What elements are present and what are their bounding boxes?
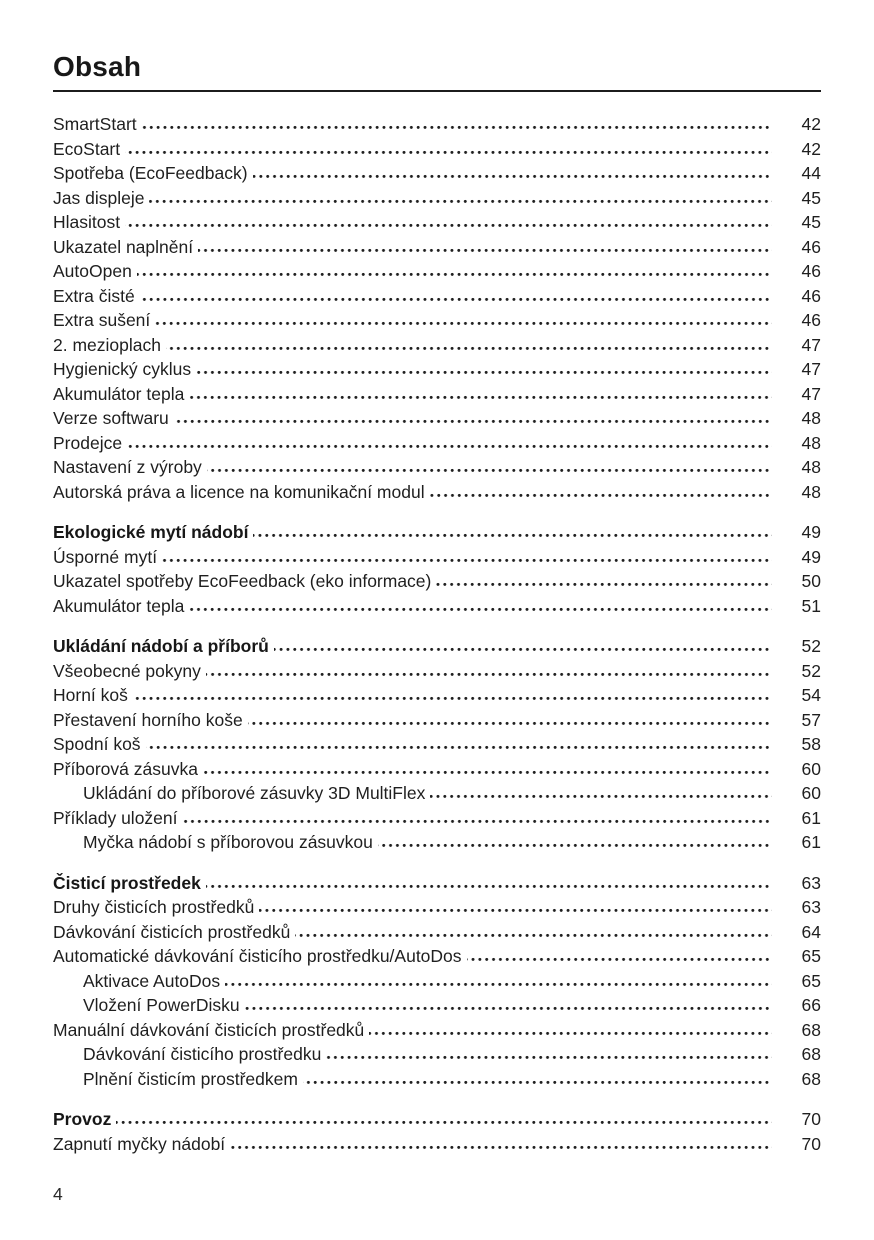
toc-entry-page: 47 — [801, 359, 821, 379]
toc-entry-label: SmartStart — [53, 114, 137, 134]
toc-entry-page: 60 — [801, 758, 821, 779]
toc-entry-page: 66 — [801, 995, 821, 1015]
toc-entry-label: Nastavení z výroby — [53, 457, 202, 477]
toc-leader-dots — [196, 370, 772, 375]
toc-leader-dots — [259, 908, 772, 913]
toc-leader-dots — [125, 223, 772, 228]
toc-entry-page: 63 — [801, 872, 821, 893]
toc-entry-label: Plnění čisticím prostředkem — [83, 1068, 298, 1089]
toc-entry-label: Přestavení horního koše — [53, 709, 243, 730]
toc-leader-dots — [430, 794, 772, 799]
toc-entry-page: 46 — [801, 310, 821, 330]
toc-group — [53, 871, 821, 1092]
toc-entry-label: Extra sušení — [53, 310, 151, 330]
toc-entry — [53, 333, 821, 358]
toc-entry-label: Jas displeje — [53, 187, 145, 208]
toc-entry-page: 68 — [801, 1019, 821, 1040]
toc-entry-label: Všeobecné pokyny — [53, 660, 201, 681]
toc-entry-page: 48 — [801, 432, 821, 453]
toc-leader-dots — [189, 395, 772, 400]
toc-entry-page: 48 — [801, 408, 821, 428]
toc-entry — [53, 708, 821, 733]
toc-entry — [53, 284, 821, 309]
toc-entry — [53, 830, 821, 855]
toc-entry-page: 63 — [801, 897, 821, 917]
toc-leader-dots — [303, 1080, 772, 1085]
toc-leader-dots — [369, 1031, 772, 1036]
toc-group — [53, 634, 821, 855]
toc-entry-label: Horní koš — [53, 685, 128, 705]
toc-group — [53, 112, 821, 504]
toc-entry-label: Autorská práva a licence na komunikační modul — [53, 481, 425, 502]
toc-entry — [53, 569, 821, 594]
toc-entry-page: 47 — [801, 383, 821, 404]
toc-entry-page: 48 — [801, 457, 821, 477]
toc-entry-page: 47 — [801, 334, 821, 355]
toc-leader-dots — [198, 248, 772, 253]
toc-entry — [53, 455, 821, 480]
page-header — [53, 50, 821, 92]
toc-entry — [53, 1132, 821, 1157]
toc-entry-label: Ukládání do příborové zásuvky 3D MultiFlex — [83, 783, 426, 803]
toc-entry — [53, 1042, 821, 1067]
toc-entry-label: Spotřeba (EcoFeedback) — [53, 163, 248, 183]
toc-entry-label: Hygienický cyklus — [53, 359, 192, 379]
toc-entry — [53, 112, 821, 137]
toc-entry — [53, 871, 821, 896]
toc-entry-label: Úsporné mytí — [53, 546, 158, 567]
toc-leader-dots — [162, 558, 772, 563]
toc-entry — [53, 406, 821, 431]
toc-leader-dots — [467, 957, 772, 962]
toc-entry-label: Prodejce — [53, 432, 123, 453]
toc-entry-label: Dávkování čisticího prostředku — [83, 1044, 322, 1064]
toc-leader-dots — [326, 1055, 772, 1060]
toc-entry-label: Provoz — [53, 1109, 112, 1129]
toc-entry-page: 42 — [801, 114, 821, 134]
toc-leader-dots — [245, 1006, 772, 1011]
toc-leader-dots — [206, 884, 772, 889]
toc-entry — [53, 659, 821, 684]
toc-entry-page: 45 — [801, 212, 821, 232]
toc-leader-dots — [378, 843, 772, 848]
toc-entry-label: 2. mezioplach — [53, 334, 161, 355]
toc-entry — [53, 137, 821, 162]
toc-entry-page: 54 — [801, 685, 821, 705]
toc-entry — [53, 806, 821, 831]
toc-entry — [53, 382, 821, 407]
toc-entry — [53, 634, 821, 659]
toc-entry — [53, 920, 821, 945]
toc-leader-dots — [248, 721, 772, 726]
toc-entry-label: Spodní koš — [53, 734, 141, 754]
toc-entry-label: Vložení PowerDisku — [83, 995, 240, 1015]
toc-leader-dots — [295, 933, 772, 938]
toc-entry-label: Myčka nádobí s příborovou zásuvkou — [83, 832, 373, 852]
toc-entry-page: 60 — [801, 783, 821, 803]
toc-leader-dots — [436, 582, 772, 587]
toc-entry-label: Automatické dávkování čisticího prostředku/AutoDos — [53, 946, 462, 966]
footer-page-number: 4 — [53, 1184, 63, 1204]
toc-entry-page: 52 — [801, 636, 821, 656]
toc-entry — [53, 480, 821, 505]
table-of-contents — [53, 112, 821, 1156]
toc-leader-dots — [206, 672, 772, 677]
toc-entry-label: Ukládání nádobí a příborů — [53, 636, 269, 656]
toc-entry-label: Akumulátor tepla — [53, 383, 185, 404]
toc-leader-dots — [127, 444, 772, 449]
toc-entry — [53, 594, 821, 619]
toc-leader-dots — [274, 647, 772, 652]
toc-entry-page: 46 — [801, 261, 821, 281]
toc-entry-page: 68 — [801, 1068, 821, 1089]
page-title: Obsah — [53, 51, 142, 82]
toc-entry — [53, 235, 821, 260]
toc-entry-page: 68 — [801, 1044, 821, 1064]
toc-leader-dots — [253, 533, 772, 538]
toc-group — [53, 1107, 821, 1156]
toc-leader-dots — [125, 150, 772, 155]
toc-entry-page: 51 — [801, 595, 821, 616]
toc-entry — [53, 993, 821, 1018]
toc-entry — [53, 161, 821, 186]
toc-entry — [53, 357, 821, 382]
toc-entry-page: 52 — [801, 660, 821, 681]
toc-entry-label: Extra čisté — [53, 285, 135, 306]
toc-entry — [53, 757, 821, 782]
toc-entry-label: Příklady uložení — [53, 807, 178, 828]
toc-entry-page: 46 — [801, 285, 821, 306]
toc-leader-dots — [133, 696, 772, 701]
toc-entry-page: 70 — [801, 1109, 821, 1129]
toc-entry-page: 64 — [801, 921, 821, 942]
toc-entry-label: Dávkování čisticích prostředků — [53, 921, 291, 942]
toc-entry — [53, 895, 821, 920]
toc-leader-dots — [142, 125, 772, 130]
toc-entry — [53, 781, 821, 806]
toc-entry-label: Hlasitost — [53, 212, 121, 232]
toc-entry-label: Akumulátor tepla — [53, 595, 185, 616]
toc-leader-dots — [253, 174, 772, 179]
toc-entry-page: 44 — [801, 163, 821, 183]
toc-entry-page: 57 — [801, 709, 821, 730]
toc-entry-label: Příborová zásuvka — [53, 758, 198, 779]
toc-entry — [53, 520, 821, 545]
toc-entry-page: 50 — [801, 571, 821, 591]
toc-entry-label: Manuální dávkování čisticích prostředků — [53, 1019, 365, 1040]
toc-leader-dots — [146, 745, 772, 750]
toc-entry — [53, 969, 821, 994]
toc-entry-label: Verze softwaru — [53, 408, 169, 428]
toc-entry — [53, 944, 821, 969]
toc-entry-label: Druhy čisticích prostředků — [53, 897, 255, 917]
toc-entry-page: 61 — [801, 807, 821, 828]
toc-leader-dots — [149, 199, 772, 204]
toc-entry — [53, 1107, 821, 1132]
toc-entry-page: 65 — [801, 970, 821, 991]
toc-entry — [53, 545, 821, 570]
title-divider — [53, 90, 821, 92]
toc-leader-dots — [140, 297, 772, 302]
toc-entry — [53, 259, 821, 284]
toc-leader-dots — [189, 607, 772, 612]
toc-leader-dots — [137, 272, 772, 277]
toc-entry — [53, 308, 821, 333]
toc-entry-label: Aktivace AutoDos — [83, 970, 221, 991]
toc-entry-page: 48 — [801, 481, 821, 502]
toc-entry — [53, 1067, 821, 1092]
toc-leader-dots — [230, 1145, 772, 1150]
toc-leader-dots — [166, 346, 772, 351]
toc-leader-dots — [183, 819, 772, 824]
toc-entry — [53, 683, 821, 708]
toc-group — [53, 520, 821, 618]
toc-entry-label: Čisticí prostředek — [53, 872, 201, 893]
toc-entry — [53, 1018, 821, 1043]
toc-entry — [53, 186, 821, 211]
toc-entry-label: Ukazatel naplnění — [53, 236, 194, 257]
toc-entry-label: AutoOpen — [53, 261, 132, 281]
toc-entry-page: 42 — [801, 138, 821, 159]
toc-leader-dots — [203, 770, 772, 775]
toc-entry-page: 45 — [801, 187, 821, 208]
toc-leader-dots — [430, 493, 772, 498]
toc-entry-label: Ukazatel spotřeby EcoFeedback (eko informace) — [53, 571, 432, 591]
toc-entry — [53, 431, 821, 456]
toc-entry-page: 61 — [801, 832, 821, 852]
toc-entry-page: 70 — [801, 1133, 821, 1154]
toc-entry-page: 58 — [801, 734, 821, 754]
toc-leader-dots — [207, 468, 772, 473]
toc-entry-page: 65 — [801, 946, 821, 966]
toc-entry-label: EcoStart — [53, 138, 121, 159]
toc-leader-dots — [174, 419, 772, 424]
toc-entry — [53, 732, 821, 757]
toc-entry-page: 49 — [801, 522, 821, 542]
toc-entry-label: Zapnutí myčky nádobí — [53, 1133, 226, 1154]
toc-entry-label: Ekologické mytí nádobí — [53, 522, 249, 542]
toc-entry-page: 49 — [801, 546, 821, 567]
toc-entry-page: 46 — [801, 236, 821, 257]
toc-leader-dots — [155, 321, 772, 326]
toc-entry — [53, 210, 821, 235]
toc-leader-dots — [116, 1120, 772, 1125]
toc-leader-dots — [225, 982, 772, 987]
